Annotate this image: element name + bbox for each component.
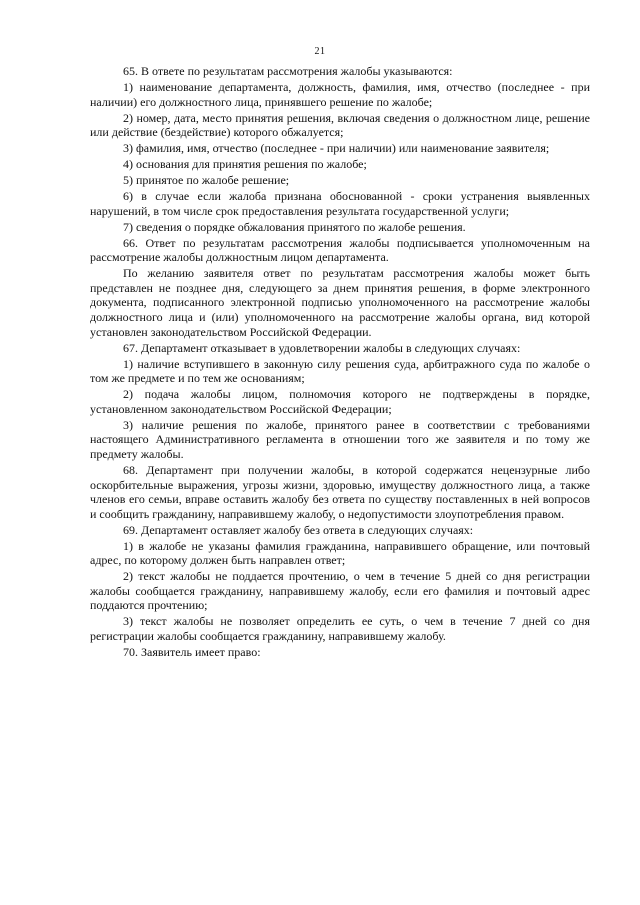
list-item-67-3: 3) наличие решения по жалобе, принятого ранее в соответствии с требованиями настоящего Административного регламента в отношении того же заявителя и по тому же предмету жалобы. [90,417,590,461]
paragraph-66: 66. Ответ по результатам рассмотрения жалобы подписывается уполномоченным на рассмотрение жалобы должностным лицом департамента. [90,235,590,265]
list-item-69-3: 3) текст жалобы не позволяет определить ее суть, о чем в течение 7 дней со дня регистрации жалобы сообщается гражданину, направившему жалобу. [90,614,590,643]
list-item-69-1: 1) в жалобе не указаны фамилия гражданина, направившего обращение, или почтовый адрес, по которому должен быть направлен ответ; [90,538,590,568]
list-item-65-2: 2) номер, дата, место принятия решения, включая сведения о должностном лице, решение или действие (бездействие) которого обжалуется; [90,110,590,140]
list-item-67-2: 2) подача жалобы лицом, полномочия которого не подтверждены в порядке, установленном законодательством Российской Федерации; [90,387,590,416]
list-item-65-1: 1) наименование департамента, должность, фамилия, имя, отчество (последнее - при наличии) его должностного лица, принявшего решение по жалобе; [90,79,590,109]
list-item-65-5: 5) принятое по жалобе решение; [123,173,290,188]
list-item-65-6: 6) в случае если жалоба признана обоснованной - сроки устранения выявленных нарушений, в том числе срок предоставления результата государственной услуги; [90,189,590,218]
list-item-65-4: 4) основания для принятия решения по жалобе; [123,157,367,172]
list-item-69-2: 2) текст жалобы не поддается прочтению, о чем в течение 5 дней со дня регистрации жалобы сообщается гражданину, направившему жалобу, если его фамилия и почтовый адрес поддаются прочтению; [90,569,590,613]
paragraph-69: 69. Департамент оставляет жалобу без ответа в следующих случаях: [123,522,474,537]
list-item-65-3: 3) фамилия, имя, отчество (последнее - при наличии) или наименование заявителя; [123,141,550,156]
paragraph-66-electronic: По желанию заявителя ответ по результатам рассмотрения жалобы может быть представлен не позднее дня, следующего за днем принятия решения, в форме электронного документа, подписанного электронной подписью уполномоченного на рассмотрение жалобы должностного лица и (или) уполномоченного на рассмотрение жалобы органа, вид которой установлен законодательством Российской Федерации. [90,266,590,339]
paragraph-65: 65. В ответе по результатам рассмотрения жалобы указываются: [123,64,453,78]
paragraph-70: 70. Заявитель имеет право: [123,644,261,659]
list-item-67-1: 1) наличие вступившего в законную силу решения суда, арбитражного суда по жалобе о том же предмете и по тем же основаниям; [90,356,590,386]
paragraph-68: 68. Департамент при получении жалобы, в которой содержатся нецензурные либо оскорбительные выражения, угрозы жизни, здоровью, имуществу должностного лица, а также членов его семьи, вправе оставить жалобу без ответа по существу поставленных в ней вопросов и сообщить гражданину, направившему жалобу, о недопустимости злоупотребления правом. [90,462,590,521]
paragraph-67: 67. Департамент отказывает в удовлетворении жалобы в следующих случаях: [123,340,521,355]
list-item-65-7: 7) сведения о порядке обжалования принятого по жалобе решения. [123,219,466,234]
page-number: 21 [314,46,326,57]
document-body [90,64,590,661]
